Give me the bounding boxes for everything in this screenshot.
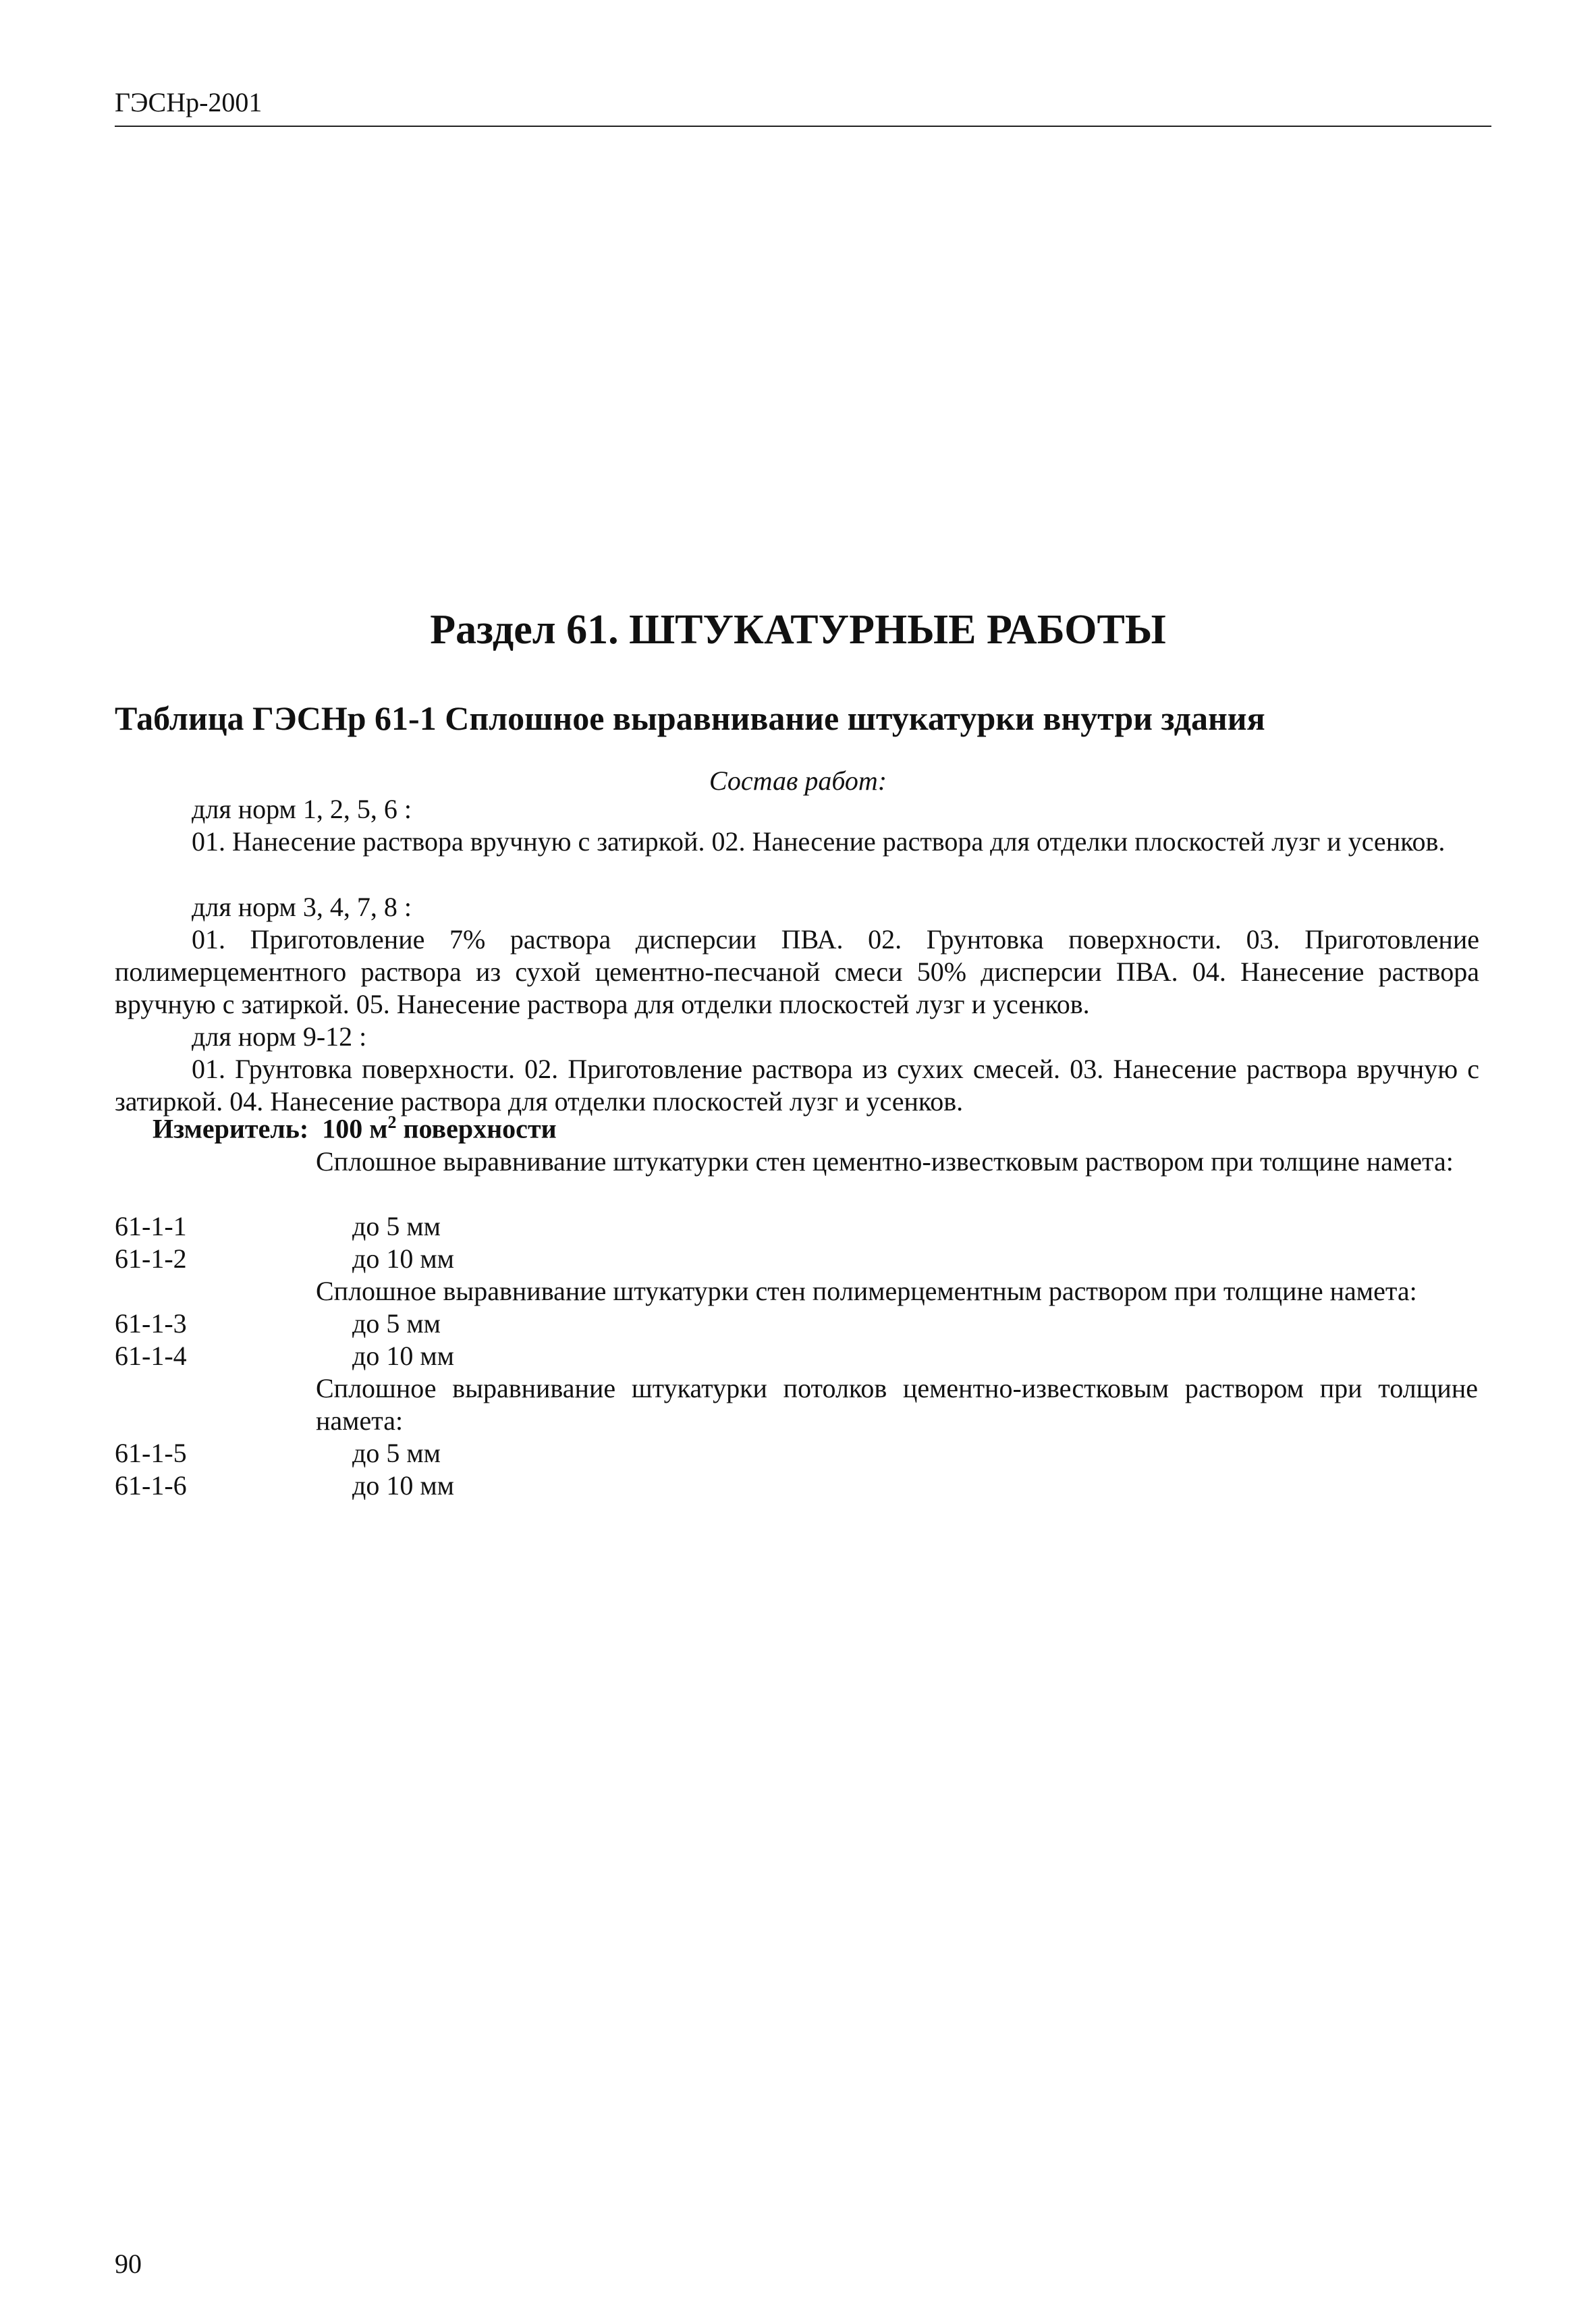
norm-item: до 10 мм: [352, 1341, 454, 1371]
norm-code: 61-1-5: [115, 1438, 187, 1468]
page-number: 90: [115, 2249, 142, 2279]
composition-text: 01. Нанесение раствора вручную с затиркой. 02. Нанесение раствора для отделки плоскостей лузг и усенков.: [192, 826, 1446, 857]
meter-line: [153, 1112, 557, 1144]
composition-group-3: [115, 1021, 1479, 1118]
composition-text: 01. Приготовление 7% раствора дисперсии ПВА. 02. Грунтовка поверхности. 03. Приготовление полимерцементного раствора из сухой цементно-песчаной смеси 50% дисперсии ПВА. 04. Нанесение раствора вручную с затиркой. 05. Нанесение раствора для отделки плоскостей лузг и усенков.: [115, 924, 1479, 1019]
norm-item: до 10 мм: [352, 1470, 454, 1501]
meter-sup: 2: [387, 1112, 397, 1132]
table-title: Таблица ГЭСНр 61-1 Сплошное выравнивание штукатурки внутри здания: [115, 699, 1265, 737]
composition-group-2: [115, 891, 1479, 1021]
composition-label: для норм 9-12 :: [192, 1021, 367, 1052]
meter-value: 100 м: [322, 1113, 388, 1144]
section-title: Раздел 61. ШТУКАТУРНЫЕ РАБОТЫ: [430, 607, 1166, 653]
norm-code: 61-1-6: [115, 1470, 187, 1501]
norm-group-title-1: Сплошное выравнивание штукатурки стен цементно-известковым раствором при толщине намета:: [316, 1146, 1454, 1177]
composition-heading: Состав работ:: [709, 765, 887, 796]
norm-code: 61-1-2: [115, 1243, 187, 1274]
running-header: ГЭСНр-2001: [115, 87, 263, 117]
composition-group-1: [115, 793, 1479, 858]
norm-code: 61-1-3: [115, 1308, 187, 1339]
norm-code: 61-1-1: [115, 1211, 187, 1241]
norm-group-title-3: Сплошное выравнивание штукатурки потолков цементно-известковым раствором при толщине намета:: [316, 1373, 1478, 1436]
composition-label: для норм 3, 4, 7, 8 :: [192, 892, 412, 922]
meter-label: Измеритель:: [153, 1113, 309, 1144]
meter-unit: поверхности: [403, 1113, 557, 1144]
norm-group-title-2: Сплошное выравнивание штукатурки стен полимерцементным раствором при толщине намета:: [316, 1276, 1417, 1306]
norm-item: до 5 мм: [352, 1211, 441, 1241]
norm-item: до 10 мм: [352, 1243, 454, 1274]
composition-text: 01. Грунтовка поверхности. 02. Приготовление раствора из сухих смесей. 03. Нанесение раствора вручную с затиркой. 04. Нанесение раствора для отделки плоскостей лузг и усенков.: [115, 1054, 1479, 1117]
header-rule: [115, 126, 1491, 127]
norm-code: 61-1-4: [115, 1341, 187, 1371]
norm-item: до 5 мм: [352, 1438, 441, 1468]
norm-item: до 5 мм: [352, 1308, 441, 1339]
composition-label: для норм 1, 2, 5, 6 :: [192, 794, 412, 824]
